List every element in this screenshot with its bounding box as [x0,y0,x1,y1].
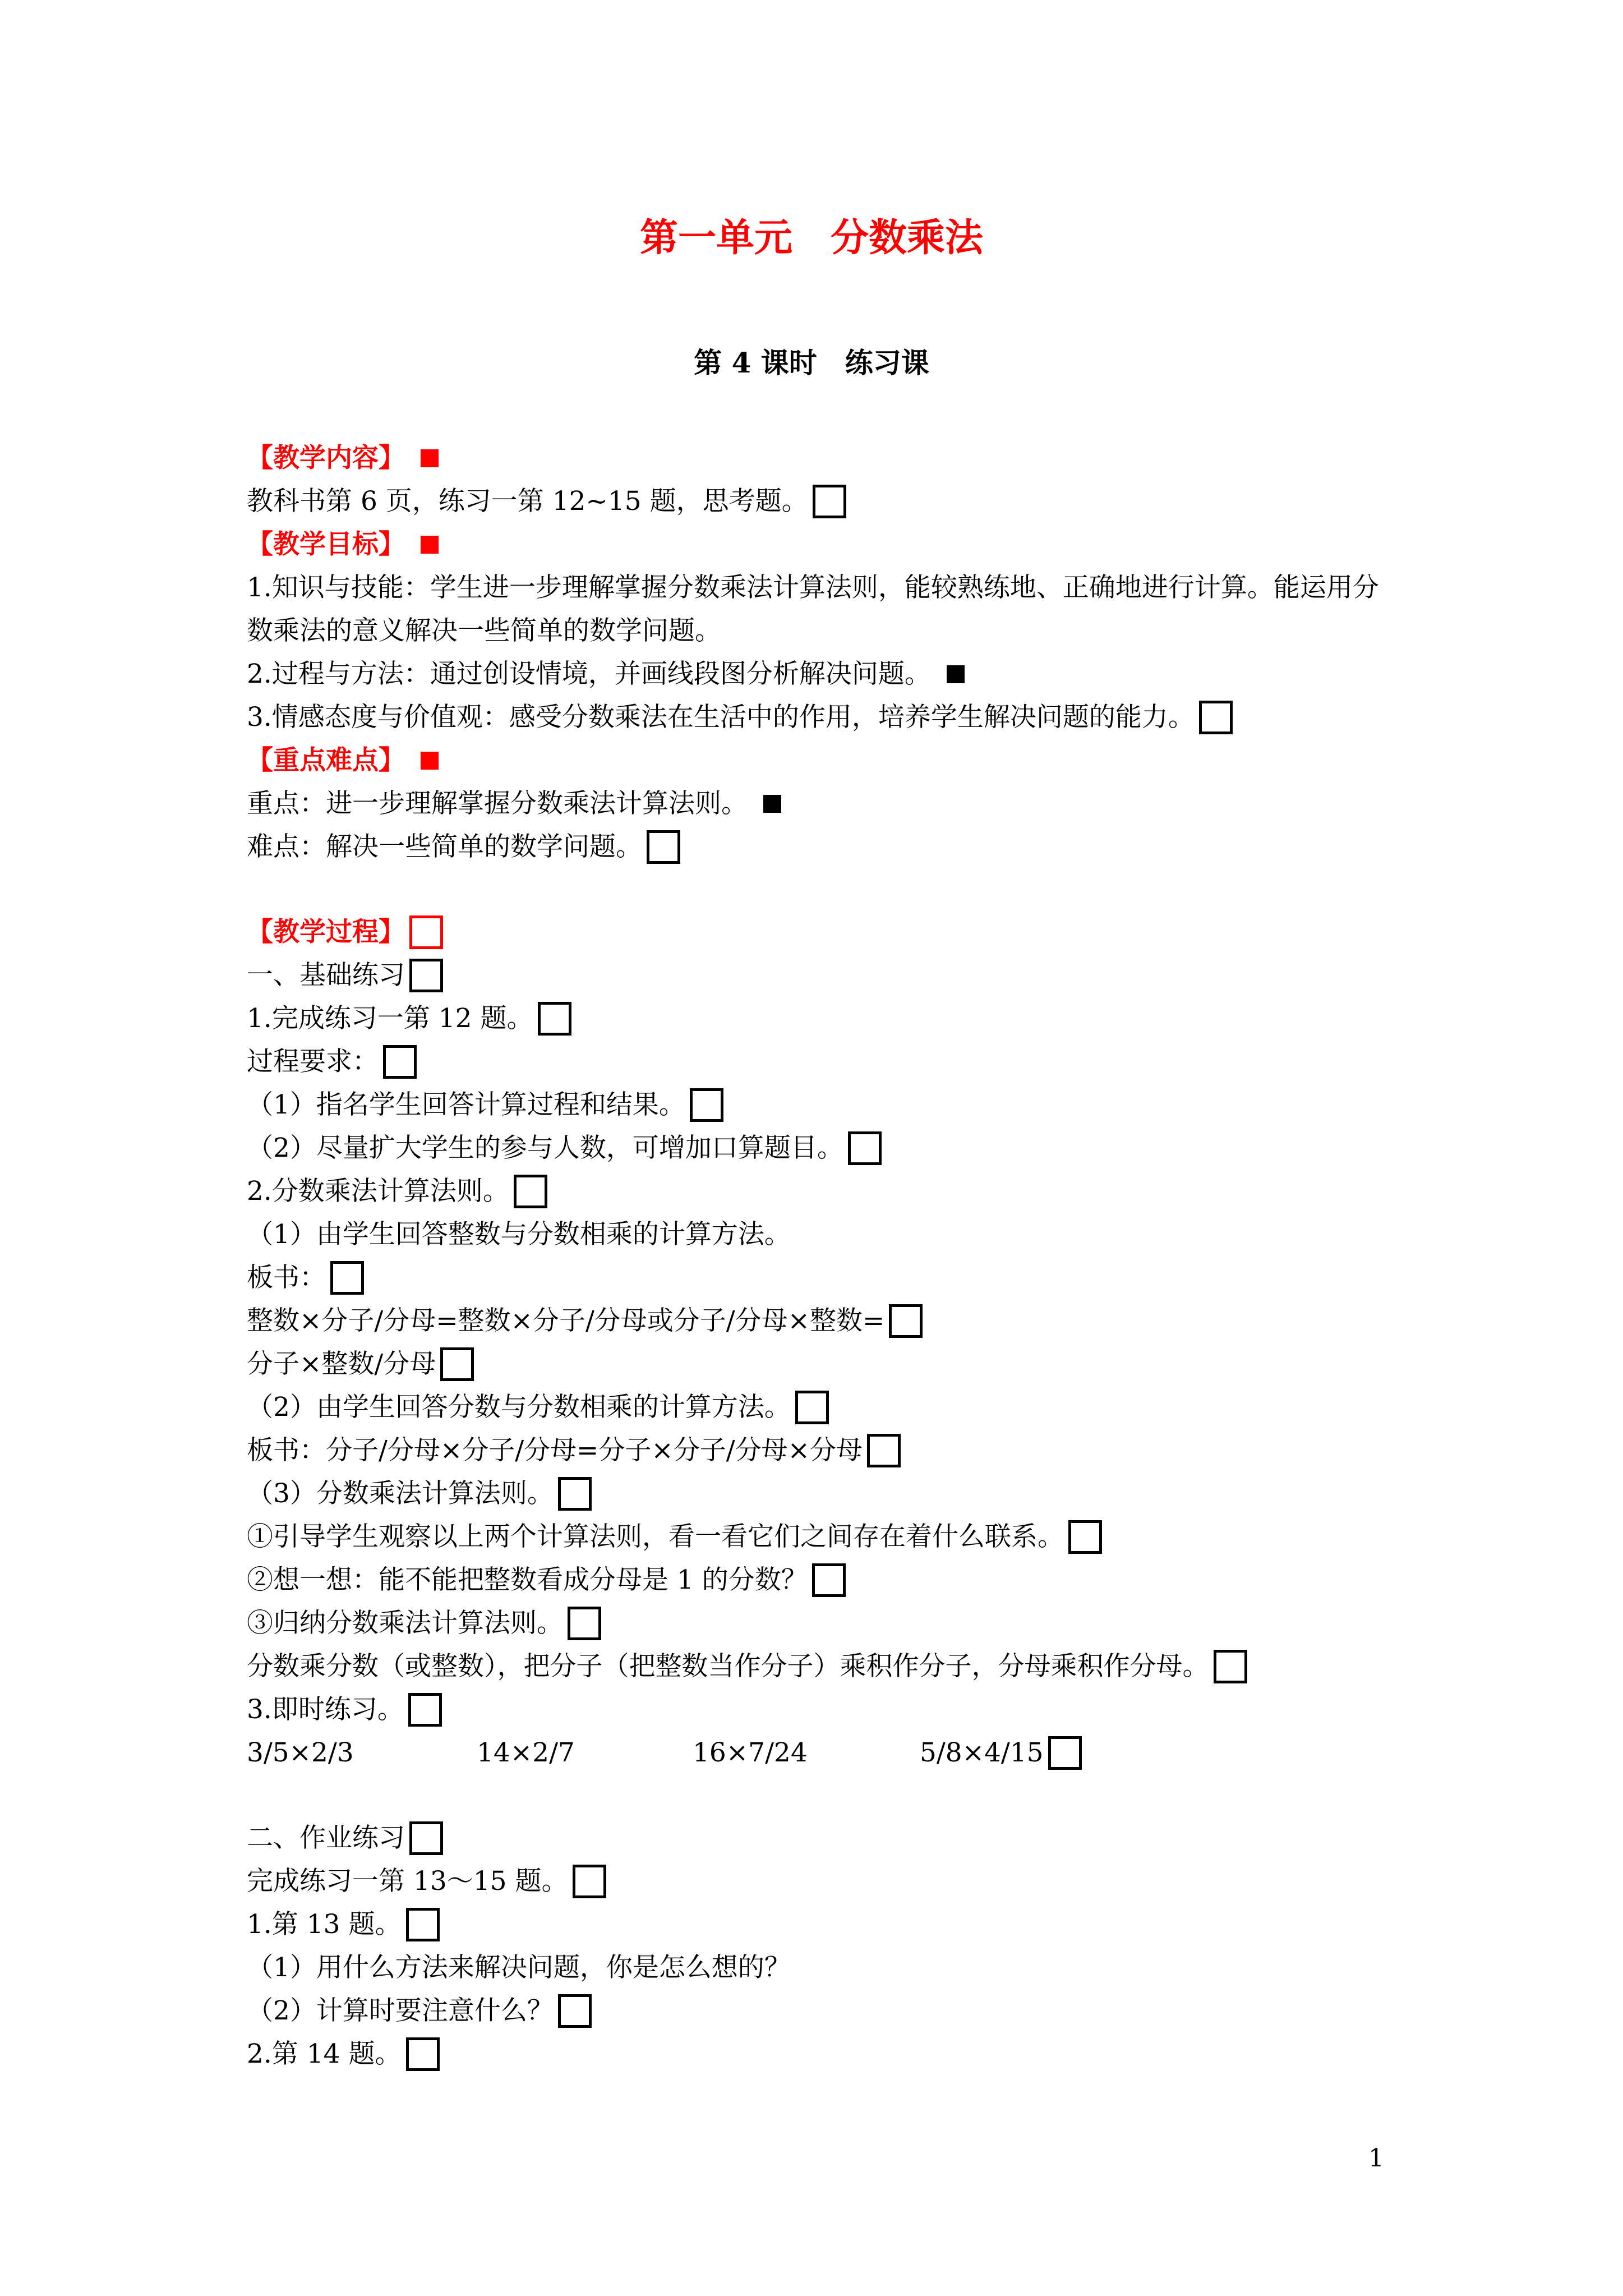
sub-2: （2）由学生回答分数与分数相乘的计算方法。 [247,1392,791,1423]
empty-box-icon [889,1304,923,1338]
empty-box-icon [409,959,443,992]
board-label: 板书： [247,1262,326,1293]
item-3: 3.即时练习。 [247,1694,404,1725]
sub-1: （1）由学生回答整数与分数相乘的计算方法。 [247,1219,791,1250]
homework-2-line [247,2032,1391,2076]
board-2-line [247,1429,1391,1472]
exercise: 3/5×2/3 [247,1737,354,1768]
empty-box-icon [573,1865,606,1898]
content-text: 教科书第 6 页，练习一第 12~15 题，思考题。 [247,486,808,517]
empty-box-icon [409,915,443,949]
section-heading-process [247,910,1391,954]
sub-1-line [247,1213,1391,1256]
exercise: 14×2/7 [477,1737,575,1768]
empty-box-icon [383,1045,417,1079]
formula-1b-line [247,1342,1391,1386]
formula-1: 整数×分子/分母=整数×分子/分母或分子/分母×整数= [247,1305,885,1336]
difficult-point: 难点：解决一些简单的数学问题。 [247,831,642,862]
homework-1b-line [247,1989,1391,2032]
homework-1a-line [247,1946,1391,1989]
difficult-point-line [247,825,1391,868]
item-2-line [247,1170,1391,1213]
part-1-title: 一、基础练习 [247,960,405,991]
board-2: 板书：分子/分母×分子/分母=分子×分子/分母×分母 [247,1435,863,1466]
empty-box-icon [813,485,846,518]
lesson-subtitle: 第 4 课时 练习课 [694,346,929,379]
filled-square-icon [763,795,781,813]
empty-box-icon [409,1821,443,1855]
part-2-title: 二、作业练习 [247,1823,405,1853]
key-point: 重点：进一步理解掌握分数乘法计算法则。 [247,788,748,819]
homework-1b: （2）计算时要注意什么？ [247,1995,554,2026]
empty-box-icon [1068,1520,1102,1554]
item-1: 1.完成练习一第 12 题。 [247,1003,533,1034]
homework-1: 1.第 13 题。 [247,1909,402,1940]
sub-3-line [247,1472,1391,1515]
goal-1: 1.知识与技能：学生进一步理解掌握分数乘法计算法则，能较熟练地、正确地进行计算。能运用分数乘法的意义解决一些简单的数学问题。 [247,572,1379,646]
filled-square-icon [421,449,439,467]
section-heading-goals [247,523,1391,566]
empty-box-icon [408,1693,442,1727]
page-number: 1 [1368,2144,1384,2173]
empty-box-icon [1048,1736,1082,1770]
empty-box-icon [514,1175,547,1208]
requirement-label: 过程要求： [247,1046,379,1077]
requirement-1-line [247,1083,1391,1126]
empty-box-icon [558,1477,592,1511]
empty-box-icon [867,1434,901,1467]
sub-2-line [247,1386,1391,1429]
document-body [247,436,1391,2076]
filled-square-icon [947,665,965,683]
requirement-line [247,1040,1391,1083]
empty-box-icon [795,1391,829,1424]
empty-box-icon [690,1088,723,1122]
empty-box-icon [538,1002,571,1036]
empty-box-icon [558,1994,592,2028]
heading-text: 【教学内容】 [247,443,405,473]
empty-box-icon [1199,701,1233,734]
empty-box-icon [848,1131,882,1165]
filled-square-icon [421,752,439,770]
heading-text: 【教学过程】 [247,917,405,947]
part-1-line [247,954,1391,997]
homework-1-line [247,1903,1391,1946]
exercise: 16×7/24 [693,1737,808,1768]
empty-box-icon [406,2037,440,2071]
item-2: 2.分数乘法计算法则。 [247,1176,509,1207]
goal-2: 2.过程与方法：通过创设情境，并画线段图分析解决问题。 [247,659,931,689]
requirement-1: （1）指名学生回答计算过程和结果。 [247,1089,685,1120]
heading-text: 【教学目标】 [247,529,405,560]
board-label-line [247,1256,1391,1299]
circle-2-line [247,1558,1391,1602]
homework-line [247,1860,1391,1903]
goal-3-line [247,696,1391,739]
goal-2-line [247,652,1391,696]
empty-box-icon [440,1347,474,1381]
multiplication-rule: 分数乘分数（或整数），把分子（把整数当作分子）乘积作分子，分母乘积作分母。 [247,1651,1209,1682]
requirement-2-line [247,1126,1391,1170]
homework: 完成练习一第 13～15 题。 [247,1866,568,1897]
exercise: 5/8×4/15 [920,1737,1044,1768]
homework-2: 2.第 14 题。 [247,2039,402,2069]
circle-3: ③归纳分数乘法计算法则。 [247,1608,563,1639]
exercise-row [247,1731,1391,1774]
formula-1-line [247,1299,1391,1342]
empty-box-icon [568,1607,601,1640]
empty-box-icon [647,830,680,864]
goal-3: 3.情感态度与价值观：感受分数乘法在生活中的作用，培养学生解决问题的能力。 [247,702,1195,733]
section-heading-key [247,739,1391,782]
circle-2: ②想一想：能不能把整数看成分母是 1 的分数？ [247,1565,808,1595]
section-heading-content [247,436,1391,480]
item-3-line [247,1688,1391,1731]
empty-box-icon [812,1563,846,1597]
unit-title: 第一单元 分数乘法 [639,215,983,260]
requirement-2: （2）尽量扩大学生的参与人数，可增加口算题目。 [247,1133,843,1163]
rule-line [247,1645,1391,1688]
formula-1b: 分子×整数/分母 [247,1349,436,1379]
empty-box-icon [1214,1650,1247,1683]
circle-1: ①引导学生观察以上两个计算法则，看一看它们之间存在着什么联系。 [247,1521,1064,1552]
filled-square-icon [421,536,439,554]
sub-3: （3）分数乘法计算法则。 [247,1478,554,1509]
circle-1-line [247,1515,1391,1558]
empty-box-icon [406,1908,440,1941]
part-2-line [247,1816,1391,1860]
heading-text: 【重点难点】 [247,745,405,776]
empty-box-icon [330,1261,364,1295]
homework-1a: （1）用什么方法来解决问题，你是怎么想的？ [247,1952,791,1983]
key-point-line [247,782,1391,825]
item-1-line [247,997,1391,1040]
circle-3-line [247,1602,1391,1645]
content-text-line [247,480,1391,523]
